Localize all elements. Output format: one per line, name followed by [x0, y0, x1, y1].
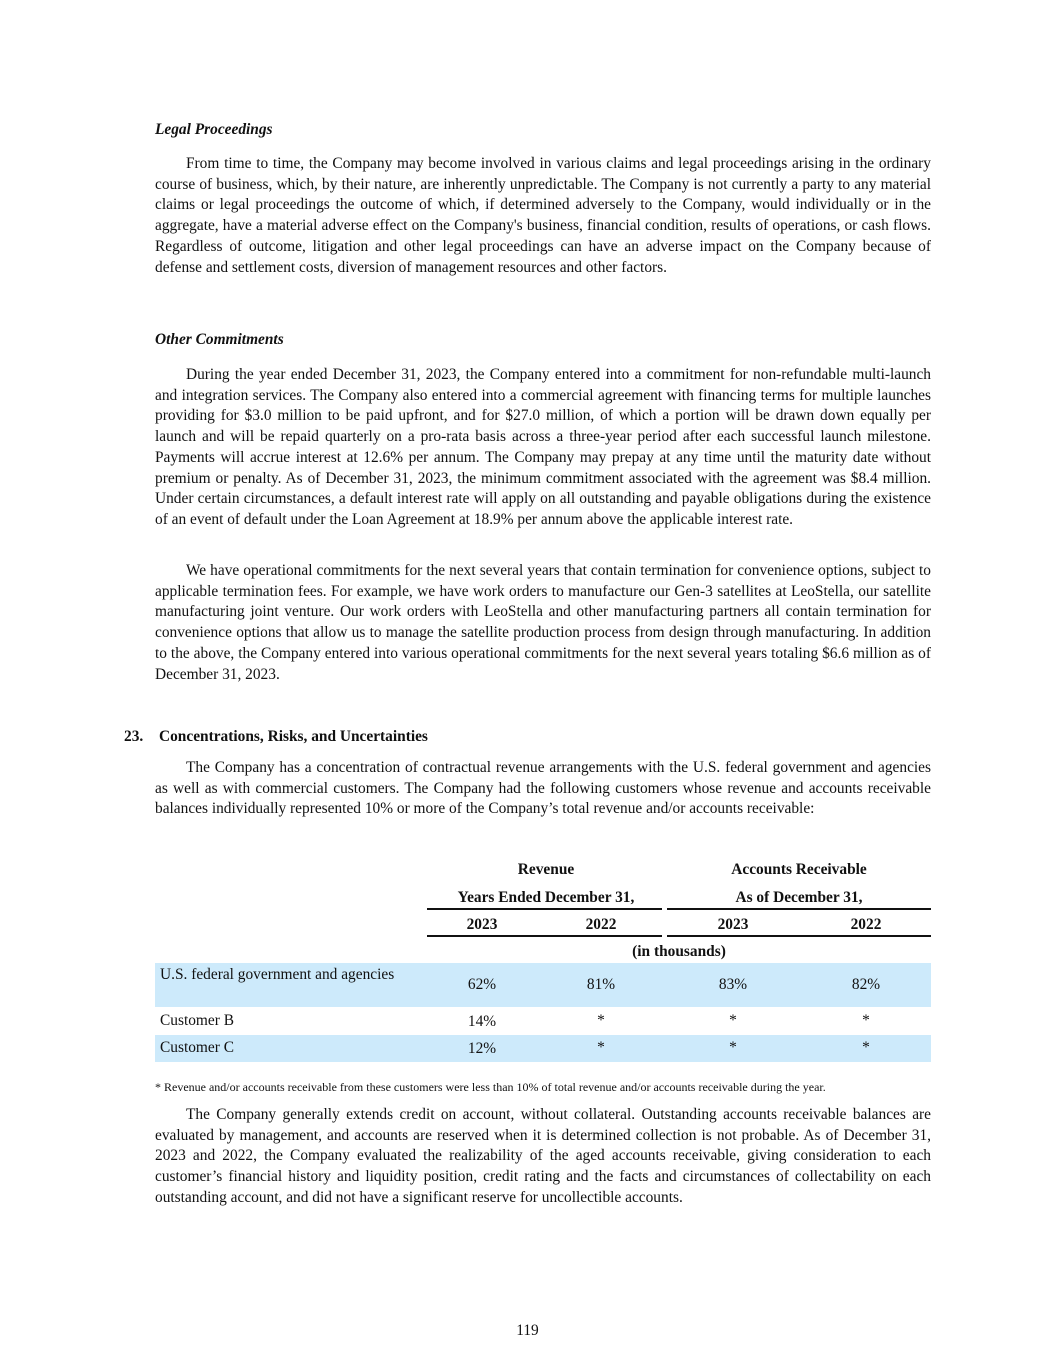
row-label: Customer C — [160, 1039, 234, 1056]
year-header: 2023 — [717, 916, 749, 933]
section-23-heading — [124, 727, 428, 747]
cell-value: 82% — [851, 976, 881, 993]
table-footnote: * Revenue and/or accounts receivable from these customers were less than 10% of total revenue and/or accounts receivable during the year. — [155, 1080, 826, 1094]
cell-value: 14% — [467, 1013, 497, 1030]
cell-value: 81% — [586, 976, 616, 993]
row-label: Customer B — [160, 1012, 234, 1029]
cell-value: 12% — [467, 1040, 497, 1057]
table-row — [155, 963, 931, 1007]
year-header: 2022 — [585, 916, 617, 933]
cell-value: * — [729, 1039, 737, 1056]
cell-value: * — [597, 1012, 605, 1029]
commitments-paragraph-2: We have operational commitments for the next several years that contain termination for convenience options, subject to applicable termination fees. For example, we have work orders to manufacture our Gen-3 satellites at LeoStella, our satellite manufacturing joint venture. Our work orders with LeoStella and other manufacturing partners all contain termination for convenience options that allow us to manage the satellite production process from design through manufacturing. In addition to the above, the Company entered into various operational commitments for the next several years totaling $6.6 million as of December 31, 2023. — [155, 562, 931, 683]
year-rule — [427, 935, 662, 937]
cell-value: * — [862, 1039, 870, 1056]
row-label: U.S. federal government and agencies — [160, 966, 395, 983]
page-number: 119 — [516, 1322, 539, 1339]
section-number: 23. — [124, 728, 144, 745]
accounts-receivable-subheader: As of December 31, — [735, 889, 863, 906]
section-title: Concentrations, Risks, and Uncertainties — [159, 728, 428, 745]
credit-policy-paragraph: The Company generally extends credit on account, without collateral. Outstanding accounts receivable balances are evaluated by management, and accounts are reserved when it is determined collection is not probable. As of December 31, 2023 and 2022, the Company evaluated the realizability of the aged accounts receivable, giving consideration to each customer’s financial history and liquidity position, credit rating and the facts and circumstances of collectability on each outstanding account, and did not have a significant reserve for uncollectible accounts. — [155, 1106, 931, 1206]
concentration-intro-paragraph: The Company has a concentration of contractual revenue arrangements with the U.S. federal government and agencies as well as with commercial customers. The Company had the following customers whose revenue and accounts receivable balances individually represented 10% or more of the Company’s total revenue and/or accounts receivable: — [155, 759, 931, 818]
cell-value: 62% — [467, 976, 497, 993]
cell-value: * — [862, 1012, 870, 1029]
year-rule — [667, 935, 931, 937]
table-row — [155, 1035, 931, 1062]
legal-proceedings-paragraph: From time to time, the Company may become involved in various claims and legal proceedings arising in the ordinary course of business, which, by their nature, are inherently unpredictable. The Company is not currently a party to any material claims or legal proceedings the outcome of which, if determined adversely to the Company, would individually or in the aggregate, have a material adverse effect on the Company's business, financial condition, results of operations, or cash flows. Regardless of outcome, litigation and other legal proceedings can have an adverse impact on the Company because of defense and settlement costs, diversion of management resources and other factors. — [155, 155, 931, 276]
table-row — [155, 1008, 931, 1034]
cell-value: * — [729, 1012, 737, 1029]
year-header: 2022 — [850, 916, 882, 933]
year-header: 2023 — [466, 916, 498, 933]
cell-value: 83% — [718, 976, 748, 993]
other-commitments-heading: Other Commitments — [155, 331, 284, 348]
header-rule — [427, 908, 662, 910]
cell-value: * — [597, 1039, 605, 1056]
revenue-header: Revenue — [517, 861, 575, 878]
commitments-paragraph-1: During the year ended December 31, 2023, the Company entered into a commitment for non-refundable multi-launch and integration services. The Company also entered into a commercial agreement with financing terms for multiple launches providing for $3.0 million to be paid upfront, and for $27.0 million, of which a portion will be drawn down equally per launch and will be repaid quarterly on a pro-rata basis across a three-year period after each successful launch milestone. Payments will accrue interest at 12.6% per annum. The Company may prepay at any time until the maturity date without premium or penalty. As of December 31, 2023, the minimum commitment associated with the agreement was $8.4 million. Under certain circumstances, a default interest rate will apply on all outstanding and payable obligations during the existence of an event of default under the Loan Agreement at 18.9% per annum above the applicable interest rate. — [155, 366, 931, 528]
revenue-subheader: Years Ended December 31, — [457, 889, 635, 906]
accounts-receivable-header: Accounts Receivable — [731, 861, 867, 878]
header-rule — [667, 908, 931, 910]
units-label: (in thousands) — [632, 943, 726, 960]
legal-proceedings-heading: Legal Proceedings — [155, 121, 273, 138]
